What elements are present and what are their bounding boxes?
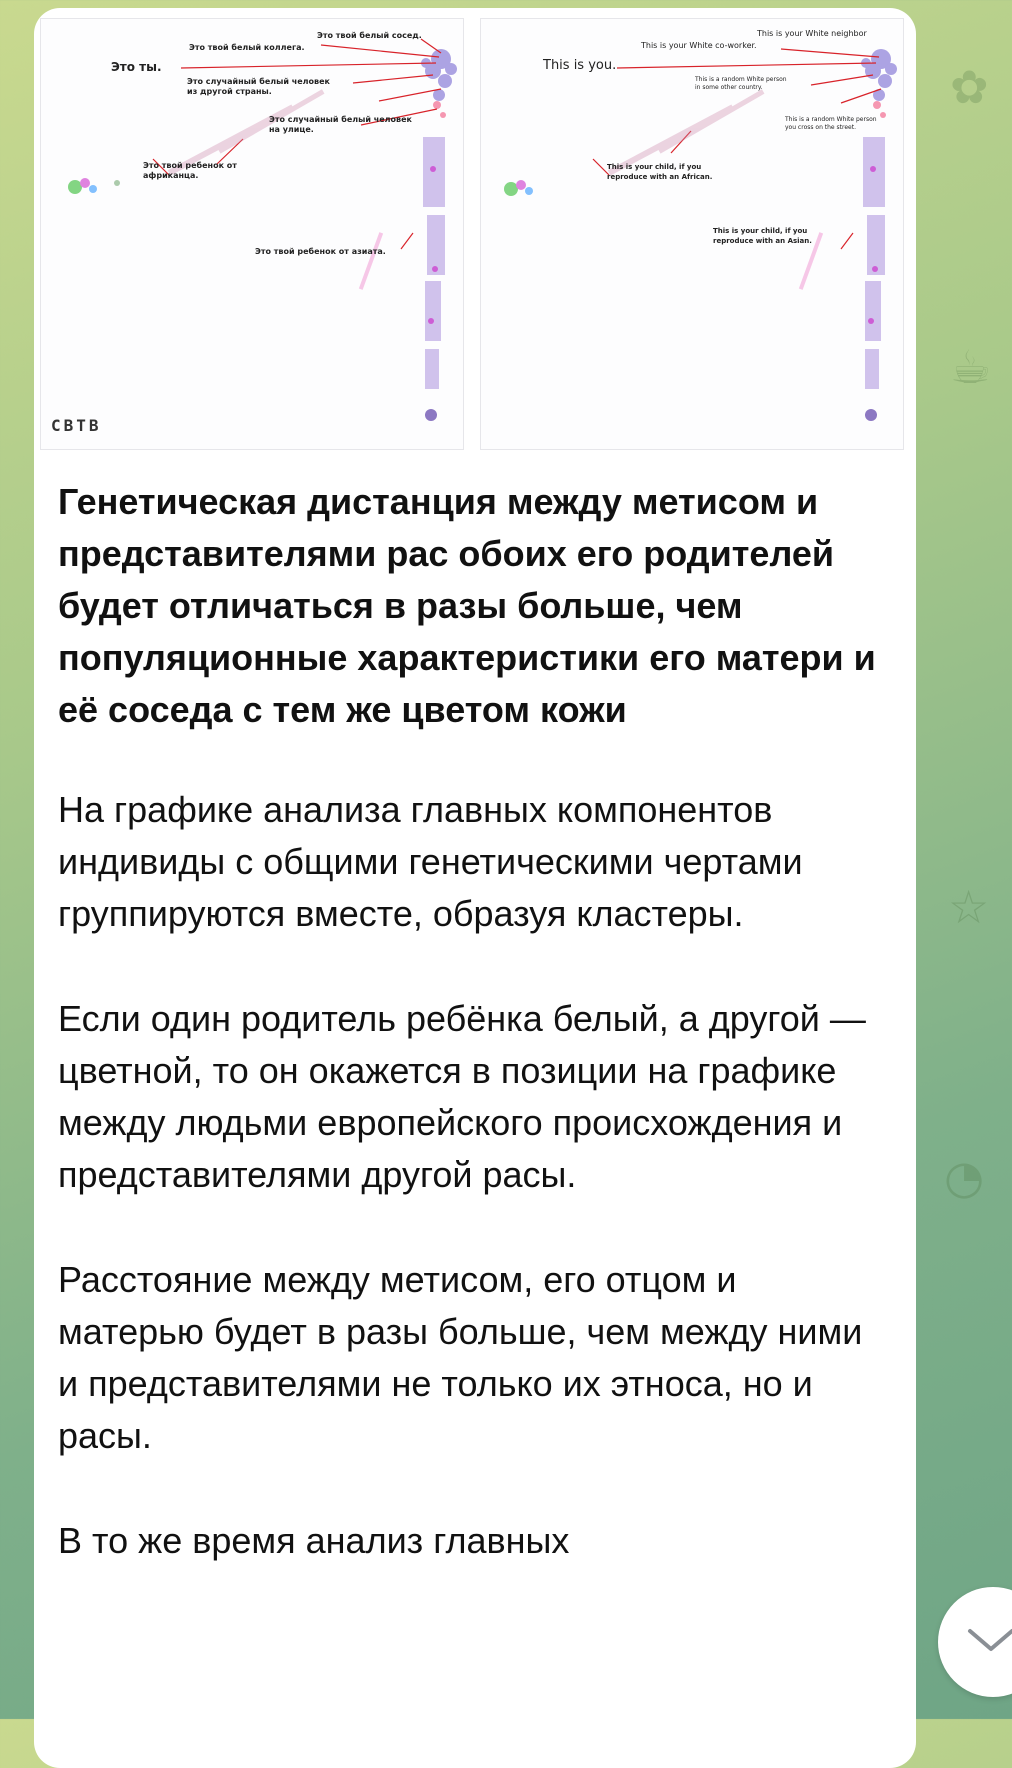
label-neighbor: This is your White neighbor — [757, 29, 867, 38]
label-child-asian: Это твой ребенок от азиата. — [255, 247, 386, 256]
message-paragraph: Если один родитель ребёнка белый, а другой — цветной, то он окажется в позиции на графике между людьми европейского происхождения и представителями другой расы. — [58, 998, 866, 1195]
label-child-african-2: reproduce with an African. — [607, 173, 713, 181]
label-coworker: This is your White co-worker. — [641, 41, 757, 50]
pca-chart-english[interactable] — [480, 18, 904, 450]
message-paragraph: В то же время анализ главных — [58, 1520, 570, 1561]
label-other-country-1: This is a random White person — [695, 76, 787, 83]
label-street-1: Это случайный белый человек — [269, 115, 412, 124]
label-child-african-2: африканца. — [143, 171, 199, 180]
svtv-logo: СВТВ — [51, 416, 102, 435]
label-neighbor: Это твой белый сосед. — [317, 31, 422, 40]
label-other-country-2: in some other country. — [695, 84, 763, 91]
label-other-country-1: Это случайный белый человек — [187, 77, 330, 86]
chevron-down-icon — [966, 1625, 1012, 1655]
label-child-african-1: This is your child, if you — [607, 163, 702, 171]
message-bubble — [34, 8, 916, 1768]
label-street-1: This is a random White person — [785, 116, 877, 123]
message-image[interactable] — [40, 18, 910, 452]
label-street-2: на улице. — [269, 125, 314, 134]
message-title: Генетическая дистанция между метисом и представителями рас обоих его родителей будет отличаться в разы больше, чем популяционные характеристики его матери и её соседа с тем же цветом кожи — [58, 481, 876, 730]
message-paragraph: Расстояние между метисом, его отцом и матерью будет в разы больше, чем между ними и представителями не только их этноса, но и расы. — [58, 1259, 863, 1456]
pca-chart-russian[interactable] — [40, 18, 464, 450]
wallpaper-doodle: ☕ — [950, 340, 992, 394]
label-child-african-1: Это твой ребенок от — [143, 161, 237, 170]
label-street-2: you cross on the street. — [785, 124, 856, 131]
label-other-country-2: из другой страны. — [187, 87, 272, 96]
label-you: This is you. — [543, 58, 617, 73]
label-you: Это ты. — [111, 60, 162, 74]
scroll-down-button[interactable] — [938, 1587, 1012, 1697]
wallpaper-doodle: ✿ — [950, 60, 989, 114]
wallpaper-doodle: ☆ — [948, 880, 990, 934]
pca-scatter-plot — [481, 19, 904, 450]
wallpaper-doodle: ◔ — [944, 1150, 985, 1204]
message-text — [58, 476, 888, 1620]
message-paragraph: На графике анализа главных компонентов индивиды с общими генетическими чертами группируются вместе, образуя кластеры. — [58, 789, 803, 934]
label-child-asian-2: reproduce with an Asian. — [713, 237, 812, 245]
label-child-asian-1: This is your child, if you — [713, 227, 808, 235]
label-coworker: Это твой белый коллега. — [189, 43, 305, 52]
